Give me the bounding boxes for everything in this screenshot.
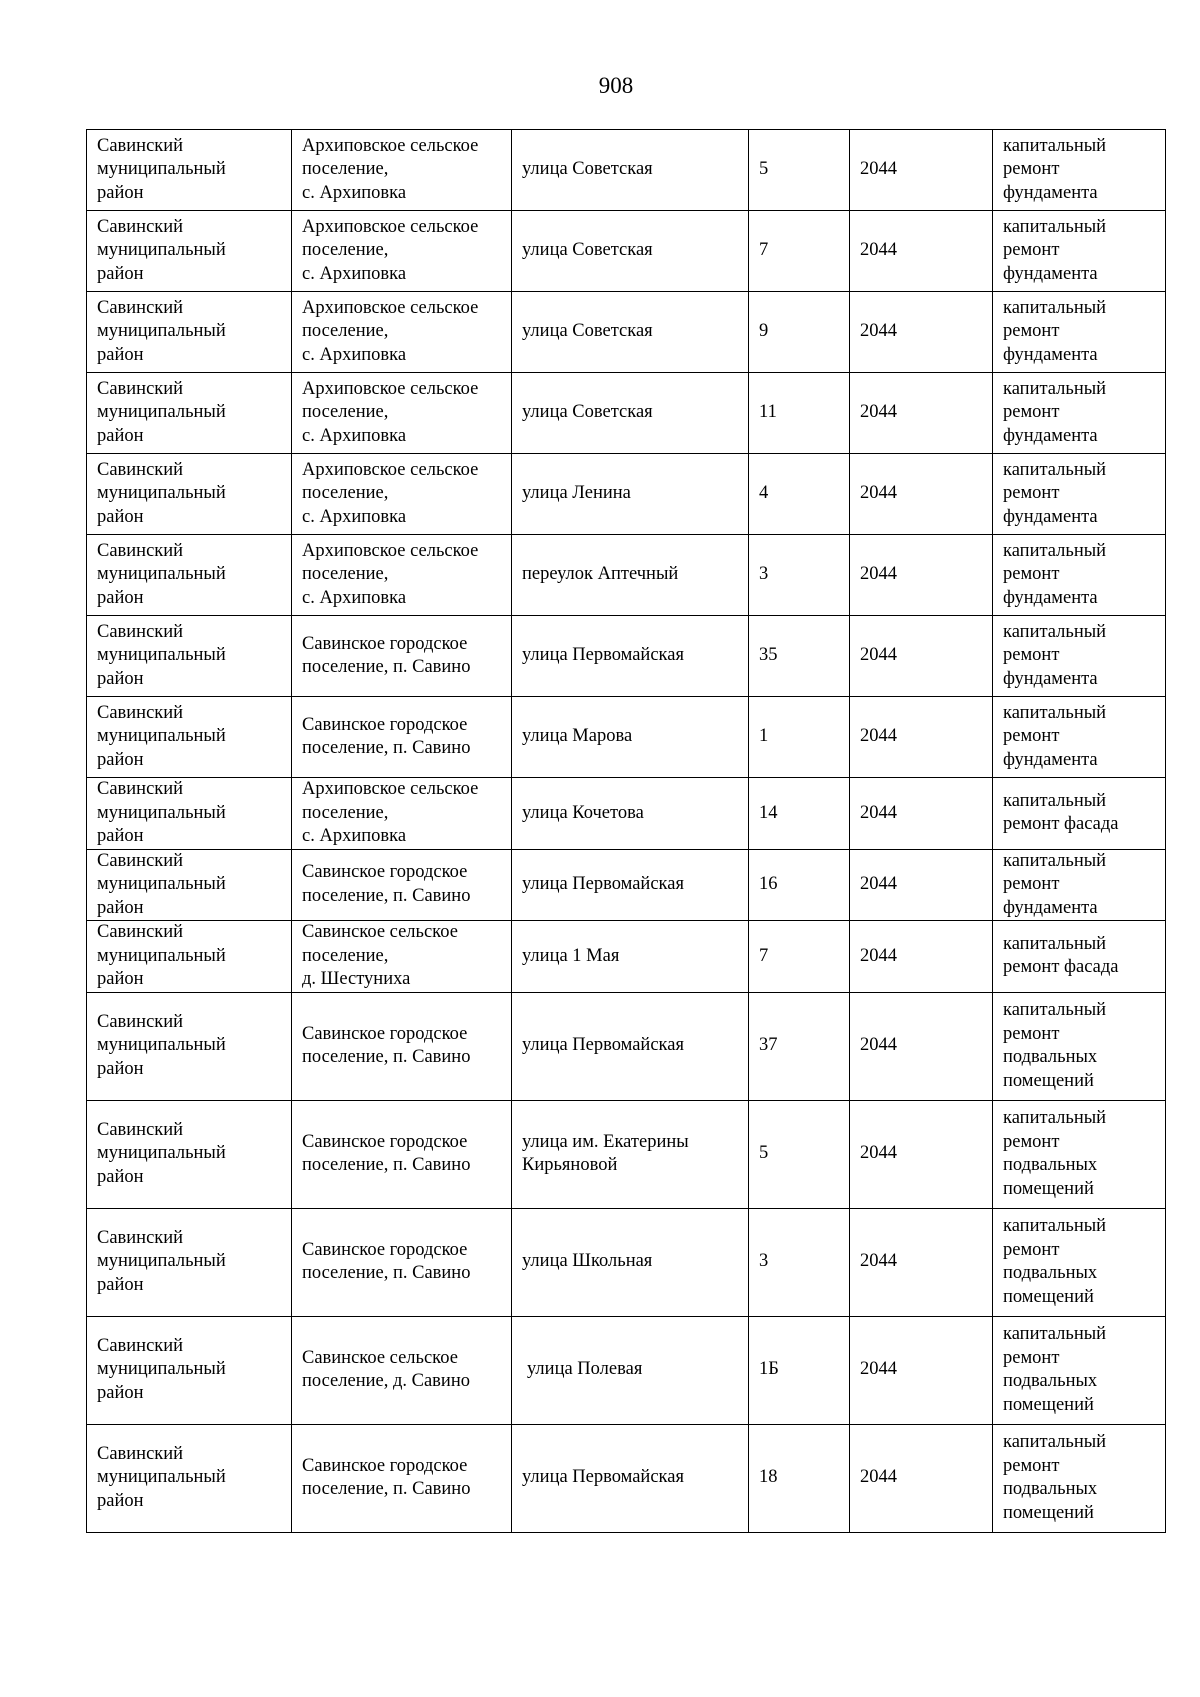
street-line: улица Первомайская xyxy=(522,874,684,894)
work-type-cell xyxy=(993,1208,1166,1316)
work-type-line: фундамента xyxy=(1003,425,1098,446)
district-cell xyxy=(87,1424,292,1532)
settlement-cell xyxy=(292,1208,512,1316)
street-line: Кирьяновой xyxy=(522,1155,618,1175)
work-type-cell xyxy=(993,292,1166,373)
district-line: муниципальный xyxy=(97,483,226,504)
street-line: улица им. Екатерины xyxy=(522,1131,689,1152)
year-cell: 2044 xyxy=(850,778,993,850)
work-type-cell xyxy=(993,130,1166,211)
district-cell xyxy=(87,849,292,921)
street-cell xyxy=(512,616,749,697)
year-cell: 2044 xyxy=(850,535,993,616)
district-line: муниципальный xyxy=(97,321,226,342)
work-type-line: капитальный xyxy=(1003,540,1107,561)
street-line: улица Советская xyxy=(522,321,653,342)
work-type-line: фундамента xyxy=(1003,668,1098,689)
work-type-line: капитальный xyxy=(1003,1000,1107,1020)
district-cell xyxy=(87,616,292,697)
work-type-line: капитальный xyxy=(1003,1432,1107,1452)
work-type-line: помещений xyxy=(1003,1286,1094,1307)
settlement-line: поселение, п. Савино xyxy=(302,1263,471,1283)
work-type-line: ремонт xyxy=(1003,1023,1060,1044)
district-cell xyxy=(87,992,292,1100)
district-line: муниципальный xyxy=(97,1035,226,1056)
street-cell xyxy=(512,1100,749,1208)
work-type-cell xyxy=(993,992,1166,1100)
house-number-cell: 5 xyxy=(749,1100,850,1208)
settlement-line: поселение, п. Савино xyxy=(302,1479,471,1499)
year-cell: 2044 xyxy=(850,616,993,697)
street-cell xyxy=(512,992,749,1100)
district-line: муниципальный xyxy=(97,1359,226,1380)
work-type-cell xyxy=(993,849,1166,921)
house-number-cell: 35 xyxy=(749,616,850,697)
settlement-line: поселение, п. Савино xyxy=(302,657,471,677)
work-type-line: ремонт xyxy=(1003,564,1060,585)
district-cell xyxy=(87,1100,292,1208)
street-cell xyxy=(512,697,749,778)
district-line: муниципальный xyxy=(97,645,226,666)
settlement-line: Архиповское сельское xyxy=(302,779,479,799)
work-type-line: помещений xyxy=(1003,1502,1094,1523)
settlement-cell xyxy=(292,616,512,697)
settlement-line: с. Архиповка xyxy=(302,506,407,527)
district-line: район xyxy=(97,182,144,203)
district-line: муниципальный xyxy=(97,1467,226,1488)
settlement-line: с. Архиповка xyxy=(302,587,407,608)
work-type-cell xyxy=(993,454,1166,535)
settlement-line: Савинское сельское xyxy=(302,1347,458,1368)
house-number-cell: 4 xyxy=(749,454,850,535)
settlement-line: д. Шестуниха xyxy=(302,969,411,989)
street-cell xyxy=(512,211,749,292)
settlement-line: Архиповское сельское xyxy=(302,216,479,237)
table-row xyxy=(87,1208,1166,1316)
street-line: улица Полевая xyxy=(527,1359,643,1380)
work-type-line: капитальный xyxy=(1003,1108,1107,1128)
district-cell xyxy=(87,292,292,373)
work-type-line: ремонт xyxy=(1003,402,1060,423)
district-cell xyxy=(87,1208,292,1316)
district-line: муниципальный xyxy=(97,802,226,823)
district-line: муниципальный xyxy=(97,564,226,585)
settlement-line: Савинское городское xyxy=(302,714,468,735)
work-type-line: капитальный xyxy=(1003,850,1107,871)
settlement-cell xyxy=(292,849,512,921)
district-line: муниципальный xyxy=(97,945,226,966)
district-line: Савинский xyxy=(97,378,184,399)
work-type-line: ремонт xyxy=(1003,874,1060,894)
settlement-line: поселение, xyxy=(302,802,389,823)
settlement-line: поселение, п. Савино xyxy=(302,738,471,758)
year-cell: 2044 xyxy=(850,697,993,778)
work-type-line: ремонт xyxy=(1003,1239,1060,1260)
settlement-cell xyxy=(292,1424,512,1532)
street-cell xyxy=(512,373,749,454)
street-line: улица Кочетова xyxy=(522,802,644,823)
work-type-line: фундамента xyxy=(1003,749,1098,770)
settlement-line: поселение, п. Савино xyxy=(302,1155,471,1175)
district-line: район xyxy=(97,1490,144,1511)
house-number-cell: 1 xyxy=(749,697,850,778)
district-line: район xyxy=(97,263,144,284)
settlement-cell xyxy=(292,1100,512,1208)
house-number-cell: 5 xyxy=(749,130,850,211)
settlement-line: Савинское городское xyxy=(302,1239,468,1260)
settlement-line: Архиповское сельское xyxy=(302,135,479,156)
work-type-line: помещений xyxy=(1003,1394,1094,1415)
street-cell xyxy=(512,1424,749,1532)
work-type-line: подвальных xyxy=(1003,1047,1098,1067)
settlement-cell xyxy=(292,697,512,778)
work-type-cell xyxy=(993,697,1166,778)
street-cell xyxy=(512,778,749,850)
district-line: муниципальный xyxy=(97,159,226,180)
street-cell xyxy=(512,1316,749,1424)
district-line: район xyxy=(97,506,144,527)
work-type-line: ремонт фасада xyxy=(1003,957,1119,978)
work-type-line: фундамента xyxy=(1003,344,1098,365)
house-number-cell: 3 xyxy=(749,535,850,616)
year-cell: 2044 xyxy=(850,1424,993,1532)
settlement-line: поселение, xyxy=(302,159,389,180)
work-type-line: фундамента xyxy=(1003,506,1098,527)
settlement-line: поселение, д. Савино xyxy=(302,1371,470,1391)
district-line: район xyxy=(97,587,144,608)
house-number-cell: 11 xyxy=(749,373,850,454)
work-type-line: капитальный xyxy=(1003,621,1107,642)
district-line: район xyxy=(97,1058,144,1079)
work-type-line: капитальный xyxy=(1003,702,1107,723)
street-cell xyxy=(512,921,749,993)
district-line: муниципальный xyxy=(97,726,226,747)
district-line: район xyxy=(97,1274,144,1295)
house-number-cell: 9 xyxy=(749,292,850,373)
street-cell xyxy=(512,1208,749,1316)
settlement-line: Савинское городское xyxy=(302,1023,468,1044)
work-type-line: помещений xyxy=(1003,1178,1094,1199)
district-line: Савинский xyxy=(97,850,184,871)
district-line: район xyxy=(97,668,144,689)
settlement-cell xyxy=(292,130,512,211)
street-cell xyxy=(512,130,749,211)
settlement-cell xyxy=(292,1316,512,1424)
street-line: улица Марова xyxy=(522,726,633,747)
work-type-line: ремонт xyxy=(1003,159,1060,180)
year-cell: 2044 xyxy=(850,921,993,993)
district-line: район xyxy=(97,897,144,918)
settlement-line: с. Архиповка xyxy=(302,826,407,846)
settlement-line: поселение, п. Савино xyxy=(302,1047,471,1067)
district-line: Савинский xyxy=(97,216,184,237)
house-number-cell: 16 xyxy=(749,849,850,921)
table-row xyxy=(87,921,1166,993)
table-row xyxy=(87,1424,1166,1532)
work-type-cell xyxy=(993,373,1166,454)
district-line: район xyxy=(97,969,144,989)
street-line: улица Советская xyxy=(522,159,653,180)
district-line: муниципальный xyxy=(97,1251,226,1272)
repair-schedule-table xyxy=(86,129,1166,1533)
district-line: район xyxy=(97,1166,144,1187)
district-line: Савинский xyxy=(97,621,184,642)
district-cell xyxy=(87,778,292,850)
settlement-cell xyxy=(292,373,512,454)
table-row xyxy=(87,292,1166,373)
year-cell: 2044 xyxy=(850,211,993,292)
settlement-line: Савинское городское xyxy=(302,633,468,654)
street-line: улица Советская xyxy=(522,402,653,423)
settlement-cell xyxy=(292,292,512,373)
settlement-line: поселение, xyxy=(302,945,389,966)
district-cell xyxy=(87,1316,292,1424)
district-line: муниципальный xyxy=(97,874,226,894)
district-cell xyxy=(87,697,292,778)
work-type-line: капитальный xyxy=(1003,216,1107,237)
settlement-line: поселение, xyxy=(302,321,389,342)
district-line: Савинский xyxy=(97,297,184,318)
table-row xyxy=(87,535,1166,616)
table-body xyxy=(87,130,1166,1533)
work-type-line: ремонт xyxy=(1003,645,1060,666)
district-line: Савинский xyxy=(97,1119,184,1140)
district-line: Савинский xyxy=(97,922,184,942)
district-line: Савинский xyxy=(97,459,184,480)
street-cell xyxy=(512,849,749,921)
settlement-line: Архиповское сельское xyxy=(302,459,479,480)
street-line: переулок Аптечный xyxy=(522,564,679,585)
work-type-line: подвальных xyxy=(1003,1263,1098,1283)
work-type-line: ремонт xyxy=(1003,321,1060,342)
house-number-cell: 7 xyxy=(749,921,850,993)
year-cell: 2044 xyxy=(850,1100,993,1208)
work-type-line: капитальный xyxy=(1003,1324,1107,1344)
year-cell: 2044 xyxy=(850,454,993,535)
street-line: улица Советская xyxy=(522,240,653,261)
settlement-line: поселение, xyxy=(302,564,389,585)
district-cell xyxy=(87,211,292,292)
settlement-cell xyxy=(292,454,512,535)
work-type-cell xyxy=(993,778,1166,850)
table-row xyxy=(87,1316,1166,1424)
year-cell: 2044 xyxy=(850,992,993,1100)
settlement-line: Савинское сельское xyxy=(302,922,458,942)
district-line: муниципальный xyxy=(97,1143,226,1164)
work-type-line: капитальный xyxy=(1003,135,1107,156)
house-number-cell: 1Б xyxy=(749,1316,850,1424)
settlement-line: Архиповское сельское xyxy=(302,540,479,561)
work-type-line: ремонт xyxy=(1003,1347,1060,1368)
settlement-line: Архиповское сельское xyxy=(302,378,479,399)
table-row xyxy=(87,849,1166,921)
district-line: Савинский xyxy=(97,1227,184,1248)
table-row xyxy=(87,616,1166,697)
work-type-line: капитальный xyxy=(1003,459,1107,480)
year-cell: 2044 xyxy=(850,1208,993,1316)
work-type-line: капитальный xyxy=(1003,933,1107,954)
street-line: улица Школьная xyxy=(522,1251,653,1272)
district-line: Савинский xyxy=(97,1443,184,1464)
district-line: Савинский xyxy=(97,779,184,799)
settlement-line: поселение, xyxy=(302,483,389,504)
district-line: Савинский xyxy=(97,702,184,723)
house-number-cell: 3 xyxy=(749,1208,850,1316)
work-type-line: фундамента xyxy=(1003,263,1098,284)
district-line: район xyxy=(97,425,144,446)
work-type-line: ремонт фасада xyxy=(1003,814,1119,835)
page-number: 908 xyxy=(598,73,634,98)
settlement-cell xyxy=(292,992,512,1100)
street-line: улица Ленина xyxy=(522,483,631,504)
work-type-cell xyxy=(993,1424,1166,1532)
settlement-cell xyxy=(292,921,512,993)
street-cell xyxy=(512,535,749,616)
district-cell xyxy=(87,535,292,616)
work-type-line: подвальных xyxy=(1003,1155,1098,1175)
table-row xyxy=(87,130,1166,211)
table-row xyxy=(87,211,1166,292)
street-line: улица Первомайская xyxy=(522,645,684,666)
work-type-line: капитальный xyxy=(1003,297,1107,318)
street-line: улица 1 Мая xyxy=(522,945,620,966)
district-line: район xyxy=(97,1382,144,1403)
settlement-cell xyxy=(292,778,512,850)
house-number-cell: 18 xyxy=(749,1424,850,1532)
district-line: район xyxy=(97,749,144,770)
settlement-line: поселение, п. Савино xyxy=(302,885,471,906)
work-type-line: фундамента xyxy=(1003,587,1098,608)
year-cell: 2044 xyxy=(850,849,993,921)
work-type-line: ремонт xyxy=(1003,483,1060,504)
settlement-line: поселение, xyxy=(302,240,389,261)
settlement-line: с. Архиповка xyxy=(302,263,407,284)
work-type-line: помещений xyxy=(1003,1070,1094,1091)
house-number-cell: 37 xyxy=(749,992,850,1100)
district-line: район xyxy=(97,826,144,846)
year-cell: 2044 xyxy=(850,373,993,454)
settlement-cell xyxy=(292,535,512,616)
district-line: Савинский xyxy=(97,1335,184,1356)
district-cell xyxy=(87,130,292,211)
work-type-cell xyxy=(993,211,1166,292)
work-type-line: капитальный xyxy=(1003,790,1107,811)
settlement-line: Савинское городское xyxy=(302,1131,468,1152)
work-type-line: ремонт xyxy=(1003,1455,1060,1476)
table-row xyxy=(87,373,1166,454)
work-type-line: ремонт xyxy=(1003,1131,1060,1152)
year-cell: 2044 xyxy=(850,292,993,373)
district-line: район xyxy=(97,344,144,365)
work-type-line: ремонт xyxy=(1003,726,1060,747)
settlement-line: с. Архиповка xyxy=(302,425,407,446)
district-cell xyxy=(87,373,292,454)
work-type-cell xyxy=(993,616,1166,697)
house-number-cell: 14 xyxy=(749,778,850,850)
work-type-line: ремонт xyxy=(1003,240,1060,261)
year-cell: 2044 xyxy=(850,1316,993,1424)
table-row xyxy=(87,992,1166,1100)
settlement-line: Савинское городское xyxy=(302,1455,468,1476)
district-line: муниципальный xyxy=(97,402,226,423)
work-type-line: подвальных xyxy=(1003,1371,1098,1391)
district-line: Савинский xyxy=(97,1011,184,1032)
settlement-line: Савинское городское xyxy=(302,862,468,883)
work-type-line: подвальных xyxy=(1003,1479,1098,1499)
work-type-cell xyxy=(993,1316,1166,1424)
work-type-line: капитальный xyxy=(1003,1216,1107,1236)
work-type-line: капитальный xyxy=(1003,378,1107,399)
district-cell xyxy=(87,921,292,993)
table-row xyxy=(87,697,1166,778)
settlement-cell xyxy=(292,211,512,292)
work-type-cell xyxy=(993,535,1166,616)
settlement-line: Архиповское сельское xyxy=(302,297,479,318)
table-row xyxy=(87,778,1166,850)
work-type-line: фундамента xyxy=(1003,897,1098,918)
year-cell: 2044 xyxy=(850,130,993,211)
work-type-cell xyxy=(993,921,1166,993)
street-line: улица Первомайская xyxy=(522,1035,684,1056)
table-row xyxy=(87,1100,1166,1208)
settlement-line: с. Архиповка xyxy=(302,182,407,203)
street-cell xyxy=(512,292,749,373)
work-type-line: фундамента xyxy=(1003,182,1098,203)
district-cell xyxy=(87,454,292,535)
work-type-cell xyxy=(993,1100,1166,1208)
district-line: Савинский xyxy=(97,135,184,156)
district-line: Савинский xyxy=(97,540,184,561)
street-cell xyxy=(512,454,749,535)
street-line: улица Первомайская xyxy=(522,1467,684,1488)
settlement-line: поселение, xyxy=(302,402,389,423)
district-line: муниципальный xyxy=(97,240,226,261)
settlement-line: с. Архиповка xyxy=(302,344,407,365)
house-number-cell: 7 xyxy=(749,211,850,292)
table-row xyxy=(87,454,1166,535)
